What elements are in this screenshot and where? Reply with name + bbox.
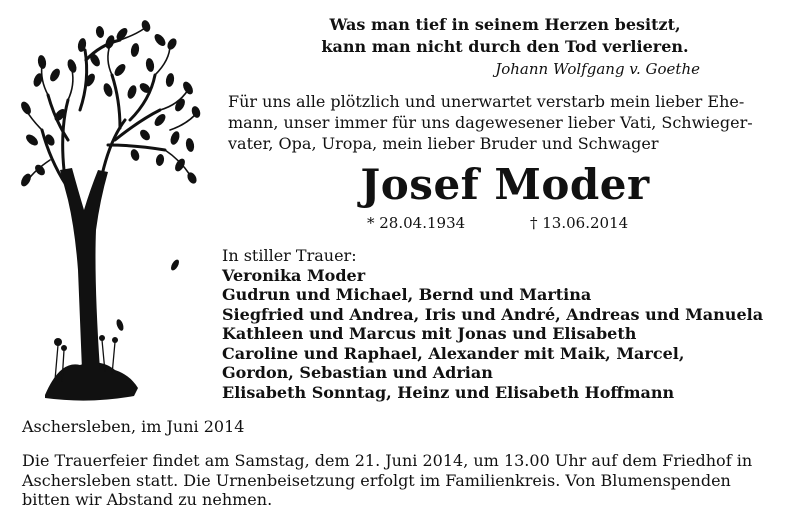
mourner-line: Veronika Moder	[222, 265, 366, 285]
death-date: † 13.06.2014	[530, 214, 629, 232]
mourner-line: Elisabeth Sonntag, Heinz und Elisabeth Hoffmann	[222, 382, 675, 402]
mourner-line: Gudrun und Michael, Bernd und Martina	[222, 285, 592, 304]
mourners-block	[222, 246, 782, 402]
tree-illustration	[20, 20, 220, 405]
deceased-name: Josef Moder	[360, 160, 650, 209]
notice-line: bitten wir Abstand zu nehmen.	[22, 490, 273, 509]
intro-line: vater, Opa, Uropa, mein lieber Bruder und Schwager	[228, 134, 659, 153]
mourners-lead: In stiller Trauer:	[222, 246, 357, 265]
intro-text	[228, 91, 780, 154]
intro-line: mann, unser immer für uns dagewesener lieber Vati, Schwieger-	[228, 113, 753, 132]
quote-line: kann man nicht durch den Tod verlieren.	[321, 37, 689, 56]
funeral-notice	[22, 451, 778, 510]
mourner-line: Siegfried und Andrea, Iris und André, Andreas und Manuela	[222, 304, 764, 324]
birth-date: * 28.04.1934	[367, 214, 466, 232]
mourner-line: Caroline und Raphael, Alexander mit Maik, Marcel,	[222, 343, 685, 363]
quote	[230, 14, 780, 58]
notice-line: Die Trauerfeier findet am Samstag, dem 21. Juni 2014, um 13.00 Uhr auf dem Friedhof in	[22, 451, 753, 470]
quote-line: Was man tief in seinem Herzen besitzt,	[329, 15, 681, 34]
mourner-line: Kathleen und Marcus mit Jonas und Elisabeth	[222, 324, 637, 343]
mourner-line: Gordon, Sebastian und Adrian	[222, 363, 493, 382]
place-date: Aschersleben, im Juni 2014	[22, 417, 245, 436]
quote-author: Johann Wolfgang v. Goethe	[495, 60, 700, 78]
notice-line: Aschersleben statt. Die Urnenbeisetzung erfolgt im Familienkreis. Von Blumenspenden	[22, 470, 731, 490]
intro-line: Für uns alle plötzlich und unerwartet verstarb mein lieber Ehe-	[228, 92, 745, 111]
